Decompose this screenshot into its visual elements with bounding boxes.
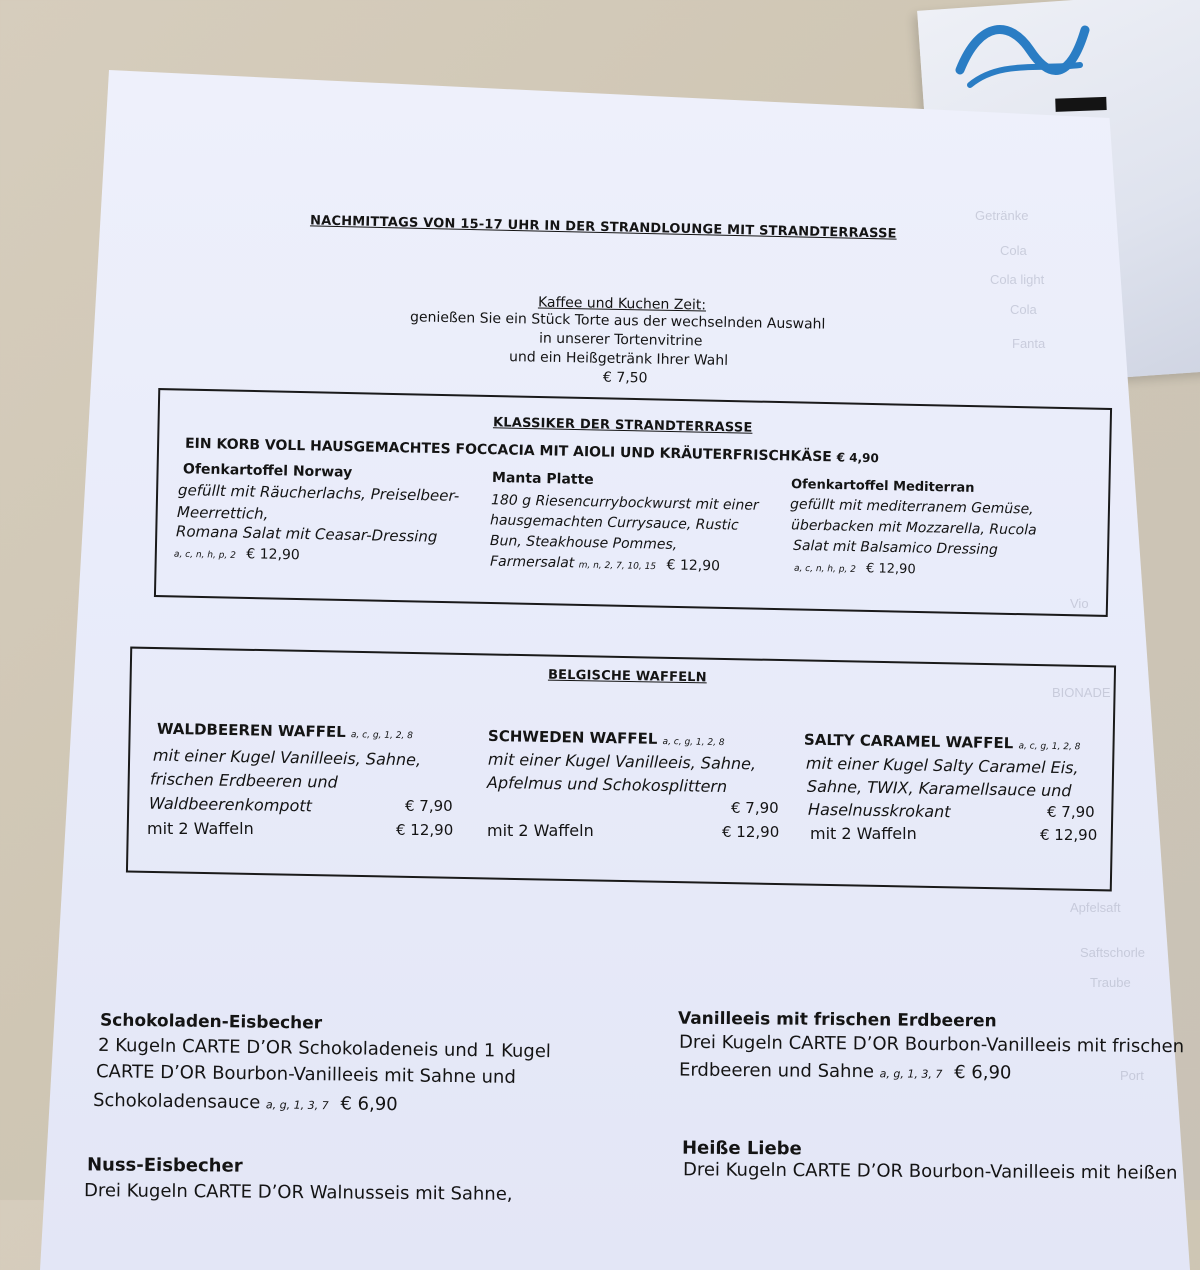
caramel-title: SALTY CARAMEL WAFFEL <box>803 730 1014 753</box>
show-through-text: Cola <box>1000 243 1027 258</box>
waldbeeren-desc: mit einer Kugel Vanilleeis, Sahne, <box>152 745 422 770</box>
caramel-desc: Sahne, TWIX, Karamellsauce und <box>806 776 1072 801</box>
schweden-two: mit 2 Waffeln <box>487 821 594 840</box>
kaffee-line: und ein Heißgetränk Ihrer Wahl <box>508 349 729 369</box>
schoko-desc: Schokoladensauce <box>92 1089 261 1114</box>
show-through-text: Cola <box>1010 302 1037 317</box>
kaffee-line: genießen Sie ein Stück Torte aus der wechselnden Auswahl <box>409 309 826 333</box>
heisse-title: Heiße Liebe <box>681 1137 802 1160</box>
waldbeeren-title: WALDBEEREN WAFFEL <box>156 719 346 742</box>
manta-title: Manta Platte <box>491 469 594 489</box>
schoko-title: Schokoladen-Eisbecher <box>99 1010 323 1034</box>
schweden-two-price: € 12,90 <box>722 823 780 841</box>
decorative-swirl-icon <box>950 10 1090 90</box>
mediterran-price-line <box>794 560 916 578</box>
show-through-text: Cola light <box>990 272 1045 287</box>
norway-price-line <box>174 545 300 564</box>
waffeln-title: BELGISCHE WAFFELN <box>547 667 707 686</box>
show-through-text: Saftschorle <box>1080 945 1146 960</box>
norway-desc: Romana Salat mit Ceasar-Dressing <box>175 522 438 546</box>
show-through-text: Vio <box>1070 596 1089 611</box>
erdbeer-desc: Erdbeeren und Sahne <box>678 1059 875 1083</box>
schweden-desc: mit einer Kugel Vanilleeis, Sahne, <box>487 749 757 774</box>
mediterran-title: Ofenkartoffel Mediterran <box>790 477 975 496</box>
klassiker-title: KLASSIKER DER STRANDTERRASSE <box>492 415 753 436</box>
waldbeeren-desc: frischen Erdbeeren und <box>149 769 338 792</box>
erdbeer-allergens: a, g, 1, 3, 7 <box>879 1067 943 1081</box>
erdbeer-desc: Drei Kugeln CARTE D’OR Bourbon-Vanilleeis mit frischen <box>678 1031 1185 1058</box>
kaffee-line: in unserer Tortenvitrine <box>538 330 703 350</box>
caramel-price: € 7,90 <box>1047 803 1095 821</box>
waldbeeren-price: € 7,90 <box>405 797 453 815</box>
caramel-two: mit 2 Waffeln <box>810 824 917 843</box>
waldbeeren-allergens: a, c, g, 1, 2, 8 <box>350 730 413 742</box>
manta-desc: Farmersalat <box>489 553 575 572</box>
erdbeer-price-line <box>679 1060 1012 1084</box>
norway-price: € 12,90 <box>246 546 300 564</box>
manta-price: € 12,90 <box>666 557 721 575</box>
waldbeeren-two-price: € 12,90 <box>396 821 454 839</box>
schweden-title: SCHWEDEN WAFFEL <box>487 726 658 748</box>
norway-desc: Meerrettich, <box>176 503 269 523</box>
nuss-title: Nuss-Eisbecher <box>86 1154 243 1177</box>
caramel-desc: mit einer Kugel Salty Caramel Eis, <box>805 753 1079 778</box>
show-through-text: Port <box>1120 1068 1144 1083</box>
schweden-price: € 7,90 <box>731 799 779 817</box>
mediterran-price: € 12,90 <box>865 561 916 578</box>
schoko-desc: 2 Kugeln CARTE D’OR Schokoladeneis und 1 Kugel <box>97 1034 551 1063</box>
norway-title: Ofenkartoffel Norway <box>182 461 353 481</box>
heisse-desc: Drei Kugeln CARTE D’OR Bourbon-Vanilleeis mit heißen <box>682 1159 1178 1184</box>
waldbeeren-two: mit 2 Waffeln <box>147 819 254 838</box>
norway-desc: gefüllt mit Räucherlachs, Preiselbeer- <box>177 481 460 505</box>
show-through-text: BIONADE <box>1052 685 1111 700</box>
mediterran-desc: gefüllt mit mediterranem Gemüse, <box>789 496 1034 518</box>
show-through-text: Apfelsaft <box>1070 900 1121 915</box>
caramel-allergens: a, c, g, 1, 2, 8 <box>1018 741 1081 753</box>
schoko-price: € 6,90 <box>340 1093 398 1116</box>
norway-allergens: a, c, n, h, p, 2 <box>173 549 236 561</box>
nuss-desc: Drei Kugeln CARTE D’OR Walnusseis mit Sahne, <box>83 1180 513 1205</box>
erdbeer-price: € 6,90 <box>954 1061 1012 1084</box>
manta-desc: 180 g Riesencurrybockwurst mit einer <box>490 492 759 514</box>
caramel-two-price: € 12,90 <box>1040 826 1098 844</box>
mediterran-desc: überbacken mit Mozzarella, Rucola <box>790 517 1037 539</box>
foccacia-price: € 4,90 <box>836 450 879 466</box>
show-through-text: Traube <box>1090 975 1131 990</box>
manta-allergens: m, n, 2, 7, 10, 15 <box>578 560 657 573</box>
menu-header: NACHMITTAGS VON 15-17 UHR IN DER STRANDLOUNGE MIT STRANDTERRASSE <box>309 213 897 242</box>
mediterran-desc: Salat mit Balsamico Dressing <box>792 537 999 559</box>
waldbeeren-desc: Waldbeerenkompott <box>148 793 313 816</box>
kaffee-title: Kaffee und Kuchen Zeit: <box>537 294 707 314</box>
kaffee-price: € 7,50 <box>602 369 648 387</box>
schweden-desc: Apfelmus und Schokosplittern <box>486 772 728 797</box>
manta-desc: Bun, Steakhouse Pommes, <box>489 533 678 553</box>
schweden-allergens: a, c, g, 1, 2, 8 <box>662 736 725 749</box>
schoko-price-line <box>93 1090 398 1115</box>
show-through-text: Fanta <box>1012 336 1046 351</box>
schoko-allergens: a, g, 1, 3, 7 <box>265 1098 329 1113</box>
manta-desc: hausgemachten Currysauce, Rustic <box>489 512 739 534</box>
caramel-desc: Haselnusskrokant <box>807 799 951 822</box>
mediterran-allergens: a, c, n, h, p, 2 <box>793 563 856 576</box>
show-through-text: Getränke <box>975 208 1029 223</box>
foccacia-name: EIN KORB VOLL HAUSGEMACHTES FOCCACIA MIT AIOLI UND KRÄUTERFRISCHKÄSE <box>184 435 832 466</box>
schoko-desc: CARTE D’OR Bourbon-Vanilleeis mit Sahne und <box>95 1061 516 1088</box>
erdbeer-title: Vanilleeis mit frischen Erdbeeren <box>677 1008 997 1032</box>
